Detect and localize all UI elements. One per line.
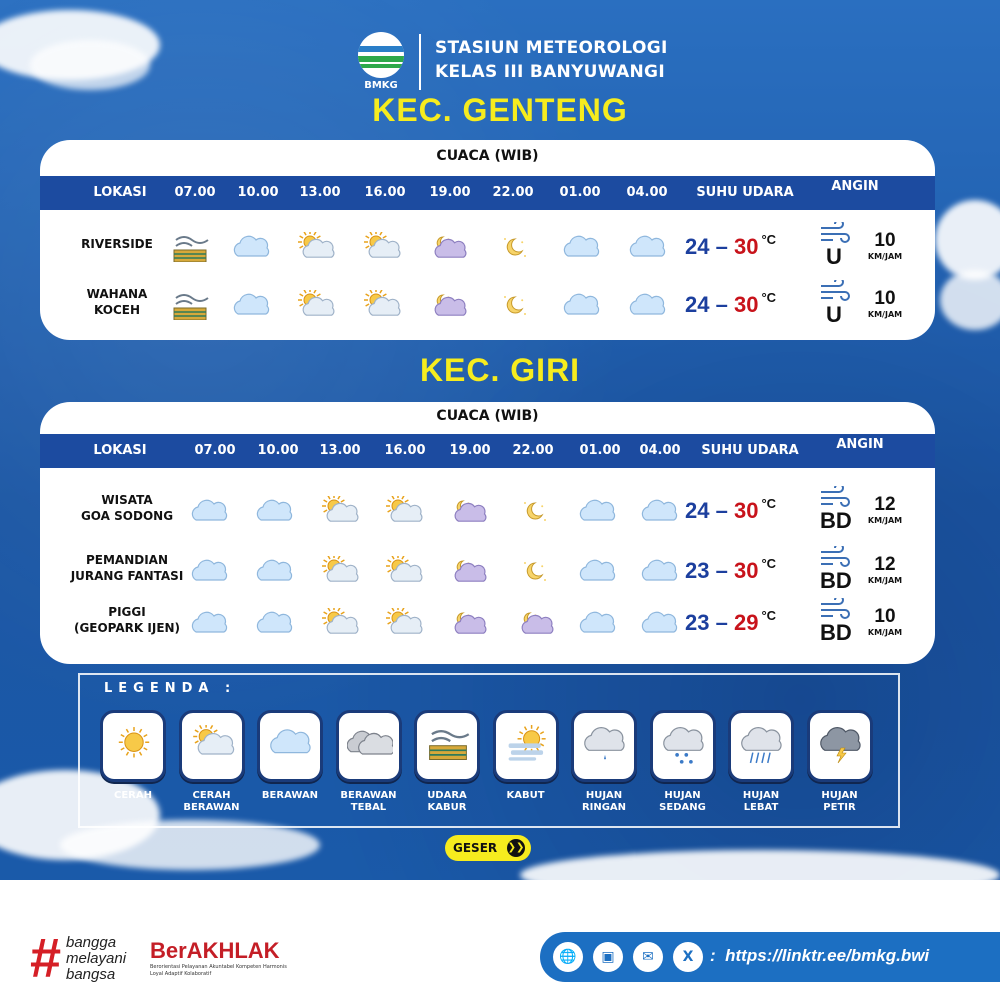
legend-item [94,710,172,802]
column-header: ANGIN [831,179,879,194]
legend-item [173,710,251,814]
wind-direction: U [826,244,842,269]
column-header: LOKASI [93,185,147,200]
cerah-malam-icon [515,556,555,586]
legend-label: BERAWAN [261,790,319,801]
wind-speed: 12 KM/JAM [867,554,903,585]
location-name: WISATA GOA SODONG [80,493,174,523]
table-header [40,176,935,210]
berawan-icon [628,290,668,320]
temp-high: 29 [733,610,759,635]
column-header: 16.00 [384,443,426,458]
hashtag-word: bangga [66,934,117,951]
berawan-icon [640,556,680,586]
temp-high: 30 [733,234,759,259]
cerah-berawan-icon [384,556,424,586]
berakhlak-logo [150,938,300,978]
cerah-berawan-icon [320,608,360,638]
berawan-icon [640,608,680,638]
link-text: https://linktr.ee/bmkg.bwi [725,946,930,965]
header-divider [419,34,421,90]
berawan-icon [255,608,295,638]
hashtag-word: melayani [66,950,127,967]
table-row [40,220,935,280]
udara-kabur-icon [414,710,480,782]
column-header: LOKASI [93,443,147,458]
linktree-link[interactable] [710,946,929,966]
berawan-icon [190,496,230,526]
cerah-berawan-icon [362,232,402,262]
temp-low: 23 [685,610,710,635]
berawan-icon [232,290,272,320]
instagram-icon[interactable]: ▣ [593,942,623,972]
berawan-icon [562,290,602,320]
legend-item [251,710,329,802]
hashtag-icon: # [30,926,62,989]
berawan-icon [562,232,602,262]
mail-icon[interactable]: ✉ [633,942,663,972]
cerah-malam-icon [515,496,555,526]
temperature-range: 23 – 30 $^{^\circ C}$ [685,556,777,583]
cerah-berawan-icon [296,232,336,262]
footer [0,880,1000,1000]
legend-item [722,710,800,814]
wind-speed: 10 KM/JAM [867,606,903,637]
cerah-berawan-icon [384,608,424,638]
cerah-berawan-malam-icon [448,496,488,526]
cerah-berawan-malam-icon [448,608,488,638]
wind-speed: 10 KM/JAM [867,230,903,261]
temp-low: 24 [685,292,710,317]
legend-label: HUJAN RINGAN [581,790,627,813]
cerah-berawan-malam-icon [428,232,468,262]
cerah-malam-icon [495,290,535,320]
location-name: PIGGI (GEOPARK IJEN) [73,605,181,635]
cerah-berawan-icon [362,290,402,320]
bmkg-logo [355,32,407,94]
temperature-range: 23 – 29 $^{^\circ C}$ [685,608,777,635]
location-name: WAHANA KOCEH [86,287,148,317]
forecast-panel-giri [40,402,935,664]
berawan-tebal-icon [336,710,402,782]
berawan-icon [578,608,618,638]
legend-item [330,710,408,814]
legend-item [487,710,565,802]
wind-speed: 12 KM/JAM [867,494,903,525]
forecast-panel-genteng [40,140,935,340]
berawan-icon [578,496,618,526]
hashtag-word: bangsa [66,966,116,983]
legend-label: BERAWAN TEBAL [340,790,397,813]
chevron-right-icon: ❯❯ [507,839,525,857]
geser-button[interactable] [445,835,531,861]
legend-label: CERAH [114,790,152,801]
table-row [40,484,935,544]
panel-caption: CUACA (WIB) [436,148,539,164]
berawan-icon [628,232,668,262]
legend-item [801,710,879,814]
berawan-icon [640,496,680,526]
temp-high: 30 [733,292,759,317]
cerah-berawan-icon [320,556,360,586]
berawan-icon [578,556,618,586]
temperature-range: 24 – 30 $^{^\circ C}$ [685,290,777,317]
legend-label: CERAH BERAWAN [183,790,240,813]
table-row [40,278,935,338]
column-header: 16.00 [364,185,406,200]
cerah-berawan-icon [179,710,245,782]
udara-kabur-icon [170,290,210,320]
hujan-sedang-icon [650,710,716,782]
temp-unit: °C [761,556,777,571]
temp-unit: °C [761,232,777,247]
temp-unit: °C [761,496,777,511]
station-title-line1: STASIUN METEOROLOGI [435,38,668,58]
column-header: SUHU UDARA [701,443,799,458]
column-header: 13.00 [319,443,361,458]
cerah-berawan-malam-icon [428,290,468,320]
station-title-line2: KELAS III BANYUWANGI [435,62,665,82]
column-header: 07.00 [194,443,236,458]
column-header: 10.00 [237,185,279,200]
column-header: 10.00 [257,443,299,458]
legend-label: HUJAN LEBAT [742,790,780,813]
wind-direction: BD [820,620,852,645]
udara-kabur-icon [170,232,210,262]
berawan-icon [255,496,295,526]
berawan-icon [190,608,230,638]
temp-low: 24 [685,234,710,259]
column-header: ANGIN [836,437,884,452]
column-header: 13.00 [299,185,341,200]
berawan-icon [232,232,272,262]
legend-label: HUJAN SEDANG [659,790,706,813]
wind-direction: BD [820,568,852,593]
berakhlak-subtitle: Berorientasi Pelayanan Akuntabel Kompeten Harmonis Loyal Adaptif Kolaboratif [150,964,287,977]
cerah-berawan-icon [320,496,360,526]
section-title-giri: KEC. GIRI [419,352,581,388]
column-header: 01.00 [579,443,621,458]
legend-box [78,673,900,828]
column-header: 04.00 [626,185,668,200]
berawan-icon [190,556,230,586]
table-row [40,596,935,656]
hujan-petir-icon [807,710,873,782]
legend-item [644,710,722,814]
temperature-range: 24 – 30 $^{^\circ C}$ [685,496,777,523]
cerah-berawan-malam-icon [448,556,488,586]
hujan-lebat-icon [728,710,794,782]
column-header: 04.00 [639,443,681,458]
cerah-icon [100,710,166,782]
link-separator: : [710,946,716,965]
temp-unit: °C [761,608,777,623]
panel-caption: CUACA (WIB) [436,408,539,424]
station-title [435,36,668,84]
page-header [355,30,675,100]
section-title-genteng: KEC. GENTENG [372,92,628,128]
berawan-icon [255,556,295,586]
legend-label: UDARA KABUR [427,790,467,813]
legend-label: KABUT [506,790,545,801]
temp-low: 23 [685,558,710,583]
location-name: RIVERSIDE [81,237,153,251]
legend-label: HUJAN PETIR [821,790,858,813]
column-header: 01.00 [559,185,601,200]
legend-item [408,710,486,814]
legend-title: LEGENDA : [104,681,237,696]
berakhlak-title: BerAKHLAK [150,938,280,963]
cerah-berawan-icon [296,290,336,320]
wind-direction: U [826,302,842,327]
temperature-range: 24 – 30 $^{^\circ C}$ [685,232,777,259]
cerah-berawan-malam-icon [515,608,555,638]
column-header: 22.00 [492,185,534,200]
temp-high: 30 [733,498,759,523]
column-header: 07.00 [174,185,216,200]
legend-item [565,710,643,814]
column-header: 22.00 [512,443,554,458]
column-header: 19.00 [429,185,471,200]
column-header: SUHU UDARA [696,185,794,200]
wind-speed: 10 KM/JAM [867,288,903,319]
x-icon[interactable]: X [673,942,703,972]
geser-label: GESER [453,841,498,855]
temp-low: 24 [685,498,710,523]
hujan-ringan-icon [571,710,637,782]
temp-unit: °C [761,290,777,305]
kabut-icon [493,710,559,782]
globe-icon[interactable]: 🌐 [553,942,583,972]
table-header [40,434,935,468]
column-header: 19.00 [449,443,491,458]
berawan-icon [257,710,323,782]
cerah-malam-icon [495,232,535,262]
cerah-berawan-icon [384,496,424,526]
wind-direction: BD [820,508,852,533]
temp-high: 30 [733,558,759,583]
table-row [40,544,935,604]
logo-text: BMKG [364,80,398,91]
location-name: PEMANDIAN JURANG FANTASI [70,553,184,583]
